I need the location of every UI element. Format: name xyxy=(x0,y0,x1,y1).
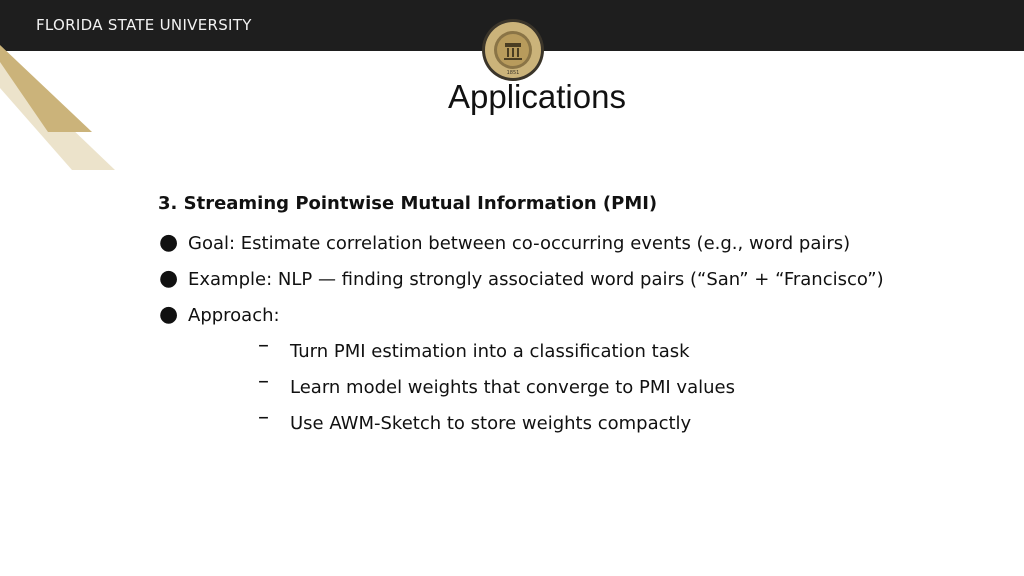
slide-body xyxy=(158,190,958,442)
dash-icon: – xyxy=(258,333,269,358)
sub-bullet-text: Learn model weights that converge to PMI values xyxy=(290,377,735,398)
bullet-text: Approach: xyxy=(188,305,280,326)
bullet-item xyxy=(158,262,958,298)
bullet-text: Goal: Estimate correlation between co-occurring events (e.g., word pairs) xyxy=(188,233,851,254)
bullet-text: Example: NLP — finding strongly associated word pairs (“San” + “Francisco”) xyxy=(188,269,884,290)
sub-bullet-item xyxy=(158,334,958,370)
dash-icon: – xyxy=(258,369,269,394)
fsu-seal-icon xyxy=(481,18,545,82)
sub-bullet-item xyxy=(158,370,958,406)
section-heading: 3. Streaming Pointwise Mutual Information (PMI) xyxy=(158,193,658,214)
bullet-item xyxy=(158,226,958,262)
dash-icon: – xyxy=(258,405,269,430)
bullet-dot-icon: ● xyxy=(159,302,179,327)
sub-bullet-text: Use AWM-Sketch to store weights compactly xyxy=(290,413,692,434)
bullet-item xyxy=(158,298,958,334)
sub-bullet-item xyxy=(158,406,958,442)
svg-text:1851: 1851 xyxy=(506,70,520,76)
bullet-dot-icon: ● xyxy=(159,266,179,291)
gold-ribbon-decoration xyxy=(0,40,130,170)
bullet-dot-icon: ● xyxy=(159,230,179,255)
university-wordmark: FLORIDA STATE UNIVERSITY xyxy=(36,16,252,34)
slide-title: Applications xyxy=(448,78,626,115)
sub-bullet-text: Turn PMI estimation into a classification task xyxy=(290,341,690,362)
